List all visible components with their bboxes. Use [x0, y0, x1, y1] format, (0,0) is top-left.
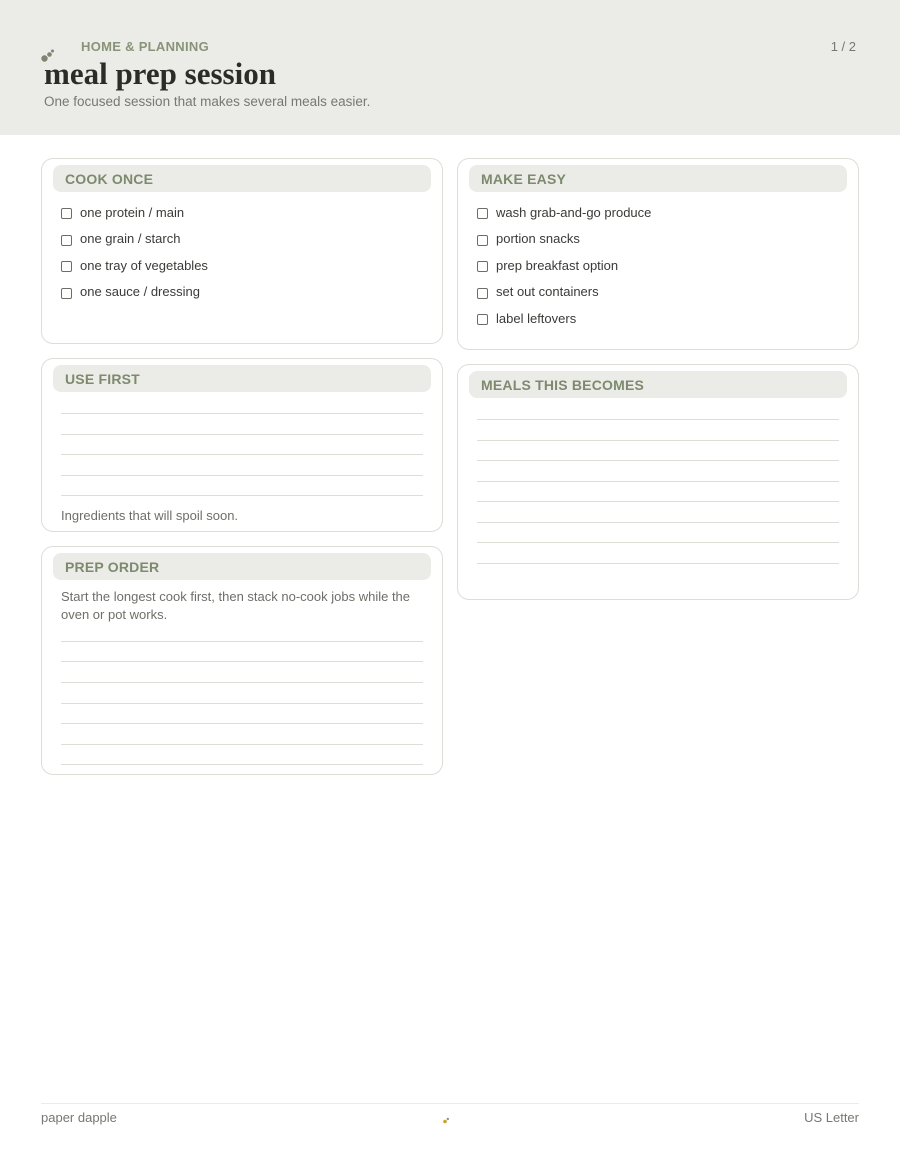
checklist-item [477, 226, 651, 253]
checklist-item [61, 199, 208, 226]
checklist-item [477, 305, 651, 332]
page-subtitle: One focused session that makes several meals easier. [44, 94, 371, 109]
prep-order-heading: PREP ORDER [53, 553, 431, 580]
cook-once-card [41, 158, 443, 344]
writing-line[interactable] [61, 454, 423, 455]
brand-dots-icon [442, 1116, 450, 1124]
writing-line[interactable] [477, 542, 839, 543]
checkbox[interactable] [477, 235, 488, 246]
writing-line[interactable] [477, 481, 839, 482]
checkbox[interactable] [61, 235, 72, 246]
writing-line[interactable] [477, 440, 839, 441]
checklist-item-label: one protein / main [80, 204, 185, 220]
writing-line[interactable] [477, 501, 839, 502]
writing-line[interactable] [61, 764, 423, 765]
use-first-note: Ingredients that will spoil soon. [61, 508, 239, 523]
writing-line[interactable] [61, 682, 423, 683]
checkbox[interactable] [61, 261, 72, 272]
checklist-item [477, 252, 651, 279]
checklist-item-label: one tray of vegetables [80, 257, 208, 273]
writing-line[interactable] [477, 460, 839, 461]
checklist-item-label: one grain / starch [80, 231, 181, 247]
writing-line[interactable] [61, 744, 423, 745]
cook-once-checklist [61, 199, 208, 305]
checkbox[interactable] [61, 208, 72, 219]
checklist-item-label: set out containers [496, 284, 599, 300]
footer-brand: paper dapple [41, 1110, 117, 1125]
checkbox[interactable] [61, 288, 72, 299]
cook-once-heading: COOK ONCE [53, 165, 431, 192]
writing-line[interactable] [61, 434, 423, 435]
checklist-item-label: label leftovers [496, 310, 577, 326]
checklist-item-label: portion snacks [496, 231, 580, 247]
use-first-heading: USE FIRST [53, 365, 431, 392]
paper-size-label: US Letter [804, 1110, 859, 1125]
footer-divider [41, 1103, 859, 1104]
make-easy-heading: MAKE EASY [469, 165, 847, 192]
checkbox[interactable] [477, 288, 488, 299]
writing-line[interactable] [61, 495, 423, 496]
checklist-item-label: one sauce / dressing [80, 284, 200, 300]
writing-line[interactable] [477, 419, 839, 420]
page-title: meal prep session [44, 56, 276, 91]
checkbox[interactable] [477, 208, 488, 219]
writing-line[interactable] [477, 563, 839, 564]
checklist-item [477, 199, 651, 226]
writing-line[interactable] [477, 522, 839, 523]
prep-order-card [41, 546, 443, 775]
writing-line[interactable] [61, 703, 423, 704]
prep-order-description: Start the longest cook first, then stack no-cook jobs while the oven or pot works. [61, 589, 411, 622]
meals-card [457, 364, 859, 600]
meals-heading: MEALS THIS BECOMES [469, 371, 847, 398]
checklist-item-label: prep breakfast option [496, 257, 619, 273]
writing-line[interactable] [61, 723, 423, 724]
page-number: 1 / 2 [830, 39, 856, 54]
category-label: HOME & PLANNING [81, 39, 209, 54]
make-easy-card [457, 158, 859, 350]
checklist-item [61, 279, 208, 306]
checklist-item [477, 279, 651, 306]
make-easy-checklist [477, 199, 651, 332]
writing-line[interactable] [61, 661, 423, 662]
writing-line[interactable] [61, 641, 423, 642]
use-first-card [41, 358, 443, 532]
writing-line[interactable] [61, 413, 423, 414]
page-header [0, 0, 900, 135]
writing-line[interactable] [61, 475, 423, 476]
checklist-item [61, 252, 208, 279]
checkbox[interactable] [477, 261, 488, 272]
checkbox[interactable] [477, 314, 488, 325]
checklist-item [61, 226, 208, 253]
checklist-item-label: wash grab-and-go produce [496, 204, 652, 220]
